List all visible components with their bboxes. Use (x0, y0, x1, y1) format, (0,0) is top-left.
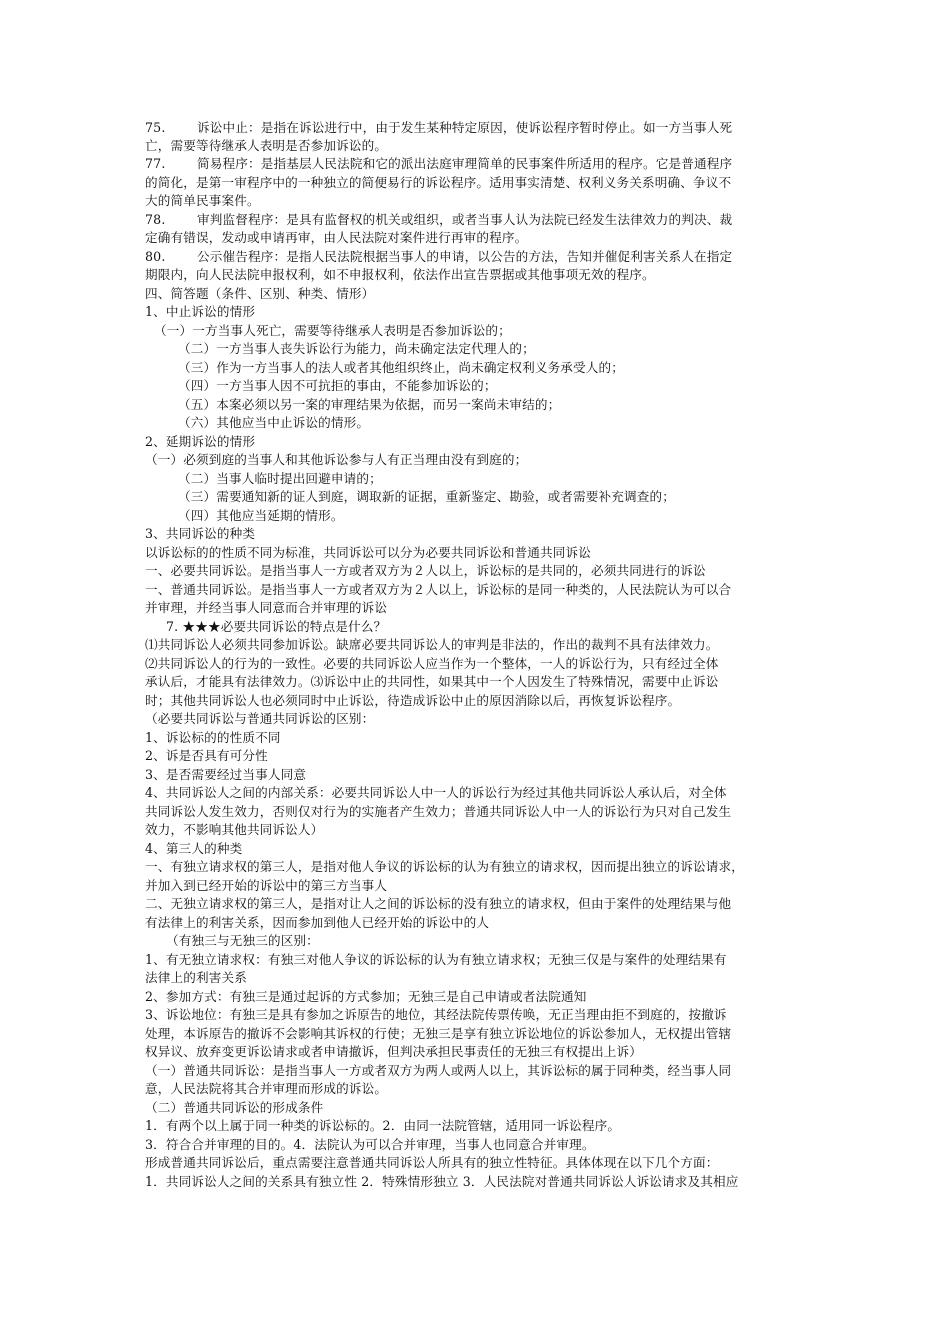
text-line: 大的简单民事案件。 (145, 193, 260, 208)
text-line: 权异议、放弃变更诉讼请求或者申请撤诉，但判决承担民事责任的无独三有权提出上诉） (145, 1044, 643, 1059)
text-line: （一）普通共同诉讼：是指当事人一方或者双方为两人或两人以上，其诉讼标的属于同种类，经当事人同 (145, 1063, 732, 1078)
text-line: ⑴共同诉讼人必须共同参加诉讼。缺席必要共同诉讼人的审判是非法的，作出的裁判不具有法律效力。 (145, 637, 719, 652)
text-line: 一、普通共同诉讼。是指当事人一方或者双方为２人以上，诉讼标的是同一种类的，人民法院认为可以合 (145, 582, 732, 597)
list-item: 2、诉是否具有可分性 (145, 748, 268, 763)
definition-number: 75. (145, 120, 166, 135)
text-line: 定确有错误，发动或申请再审，由人民法院对案件进行再审的程序。 (145, 230, 528, 245)
subsection-heading: 3、共同诉讼的种类 (145, 526, 256, 541)
list-item: 1、诉讼标的的性质不同 (145, 730, 281, 745)
text-line: 形成普通共同诉讼后，重点需要注意普通共同诉讼人所具有的独立性特征。具体体现在以下几个方面： (145, 1155, 719, 1170)
text-line: 承认后，才能具有法律效力。⑶诉讼中止的共同性，如果其中一个人因发生了特殊情况，需要中止诉讼 (145, 674, 719, 689)
list-item: （六）其他应当中止诉讼的情形。 (178, 415, 370, 430)
text-line: 一、必要共同诉讼。是指当事人一方或者双方为２人以上，诉讼标的是共同的，必须共同进行的诉讼 (145, 563, 706, 578)
subsection-heading: 4、第三人的种类 (145, 841, 243, 856)
text-line: 一、有独立请求权的第三人，是指对他人争议的诉讼标的认为有独立的请求权，因而提出独立的诉讼请求， (145, 859, 744, 874)
list-item: 1、有无独立请求权：有独三对他人争议的诉讼标的认为有独立请求权；无独三仅是与案件的处理结果有 (145, 952, 727, 967)
text-line: 1．共同诉讼人之间的关系具有独立性 2．特殊情形独立 3．人民法院对普通共同诉讼人诉讼请求及其相应 (145, 1174, 739, 1189)
definition-75 (145, 119, 732, 136)
text-line: 意，人民法院将其合并审理而形成的诉讼。 (145, 1081, 388, 1096)
text-line: 1．有两个以上属于同一种类的诉讼标的。2．由同一法院管辖，适用同一诉讼程序。 (145, 1118, 621, 1133)
list-item: （二）一方当事人丧失诉讼行为能力，尚未确定法定代理人的； (178, 341, 535, 356)
text-line: 法律上的利害关系 (145, 970, 247, 985)
definition-77 (145, 155, 732, 172)
text-line: 公示催告程序：是指人民法院根据当事人的申请，以公告的方法，告知并催促利害关系人在指定 (197, 249, 733, 264)
text-line: 诉讼中止：是指在诉讼进行中，由于发生某种特定原因，使诉讼程序暂时停止。如一方当事人死 (197, 120, 733, 135)
definition-78 (145, 211, 732, 228)
text-line: 并审理，并经当事人同意而合并审理的诉讼 (145, 600, 388, 615)
list-item: 4、共同诉讼人之间的内部关系：必要共同诉讼人中一人的诉讼行为经过其他共同诉讼人承认后，对全体 (145, 785, 727, 800)
text-line: 效力，不影响其他共同诉讼人） (145, 822, 324, 837)
list-item: （三）作为一方当事人的法人或者其他组织终止，尚未确定权利义务承受人的； (178, 360, 625, 375)
text-line: 处理，本诉原告的撤诉不会影响其诉权的行使；无独三是享有独立诉讼地位的诉讼参加人，无权提出管辖 (145, 1026, 732, 1041)
text-line: 时；其他共同诉讼人也必须同时中止诉讼，待造成诉讼中止的原因消除以后，再恢复诉讼程序。 (145, 693, 681, 708)
text-line: ⑵共同诉讼人的行为的一致性。必要的共同诉讼人应当作为一个整体，一人的诉讼行为，只有经过全体 (145, 656, 719, 671)
text-line: 的简化，是第一审程序中的一种独立的简便易行的诉讼程序。适用事实清楚、权利义务关系明确、争议不 (145, 175, 732, 190)
text-line: 有法律上的利害关系，因而参加到他人已经开始的诉讼中的人 (145, 915, 490, 930)
list-item: （二）当事人临时提出回避申请的； (178, 471, 382, 486)
text-line: 简易程序：是指基层人民法院和它的派出法庭审理简单的民事案件所适用的程序。它是普通程序 (197, 156, 733, 171)
text-line: （有独三与无独三的区别： (166, 933, 319, 948)
list-item: 2、参加方式：有独三是通过起诉的方式参加；无独三是自己申请或者法院通知 (145, 989, 587, 1004)
subsection-heading: （二）普通共同诉讼的形成条件 (145, 1100, 324, 1115)
text-line: 以诉讼标的的性质不同为标准，共同诉讼可以分为必要共同诉讼和普通共同诉讼 (145, 545, 592, 560)
text-line: 并加入到已经开始的诉讼中的第三方当事人 (145, 878, 388, 893)
definition-80 (145, 248, 732, 265)
definition-number: 78. (145, 212, 166, 227)
text-line: 期限内，向人民法院申报权利，如不申报权利，依法作出宣告票据或其他事项无效的程序。 (145, 267, 655, 282)
subsection-heading: 2、延期诉讼的情形 (145, 434, 256, 449)
subsection-heading: 1、中止诉讼的情形 (145, 304, 256, 319)
list-item: （三）需要通知新的证人到庭，调取新的证据，重新鉴定、勘验，或者需要补充调查的； (178, 489, 676, 504)
list-item: （一）必须到庭的当事人和其他诉讼参与人有正当理由没有到庭的； (145, 452, 528, 467)
text-line: （必要共同诉讼与普通共同诉讼的区别： (145, 711, 375, 726)
list-item: （四）一方当事人因不可抗拒的事由，不能参加诉讼的； (178, 378, 497, 393)
definition-number: 80. (145, 249, 166, 264)
list-item: （五）本案必须以另一案的审理结果为依据，而另一案尚未审结的； (178, 397, 561, 412)
question-heading: 7. ★★★必要共同诉讼的特点是什么？ (166, 619, 387, 634)
text-line: 共同诉讼人发生效力，否则仅对行为的实施者产生效力；普通共同诉讼人中一人的诉讼行为只对自己发生 (145, 804, 732, 819)
section-heading: 四、简答题（条件、区别、种类、情形） (145, 286, 375, 301)
text-line: 亡，需要等待继承人表明是否参加诉讼的。 (145, 138, 388, 153)
text-line: 二、无独立请求权的第三人，是指对让人之间的诉讼标的没有独立的请求权，但由于案件的处理结果与他 (145, 896, 732, 911)
list-item: （四）其他应当延期的情形。 (178, 508, 344, 523)
text-line: 审判监督程序：是具有监督权的机关或组织，或者当事人认为法院已经发生法律效力的判决、裁 (197, 212, 733, 227)
text-line: 3．符合合并审理的目的。4．法院认为可以合并审理，当事人也同意合并审理。 (145, 1137, 595, 1152)
list-item: 3、是否需要经过当事人同意 (145, 767, 307, 782)
list-item: 3、诉讼地位：有独三是具有参加之诉原告的地位，其经法院传票传唤，无正当理由拒不到庭的，按撤诉 (145, 1007, 727, 1022)
definition-number: 77. (145, 156, 166, 171)
list-item: （一）一方当事人死亡，需要等待继承人表明是否参加诉讼的； (154, 323, 511, 338)
